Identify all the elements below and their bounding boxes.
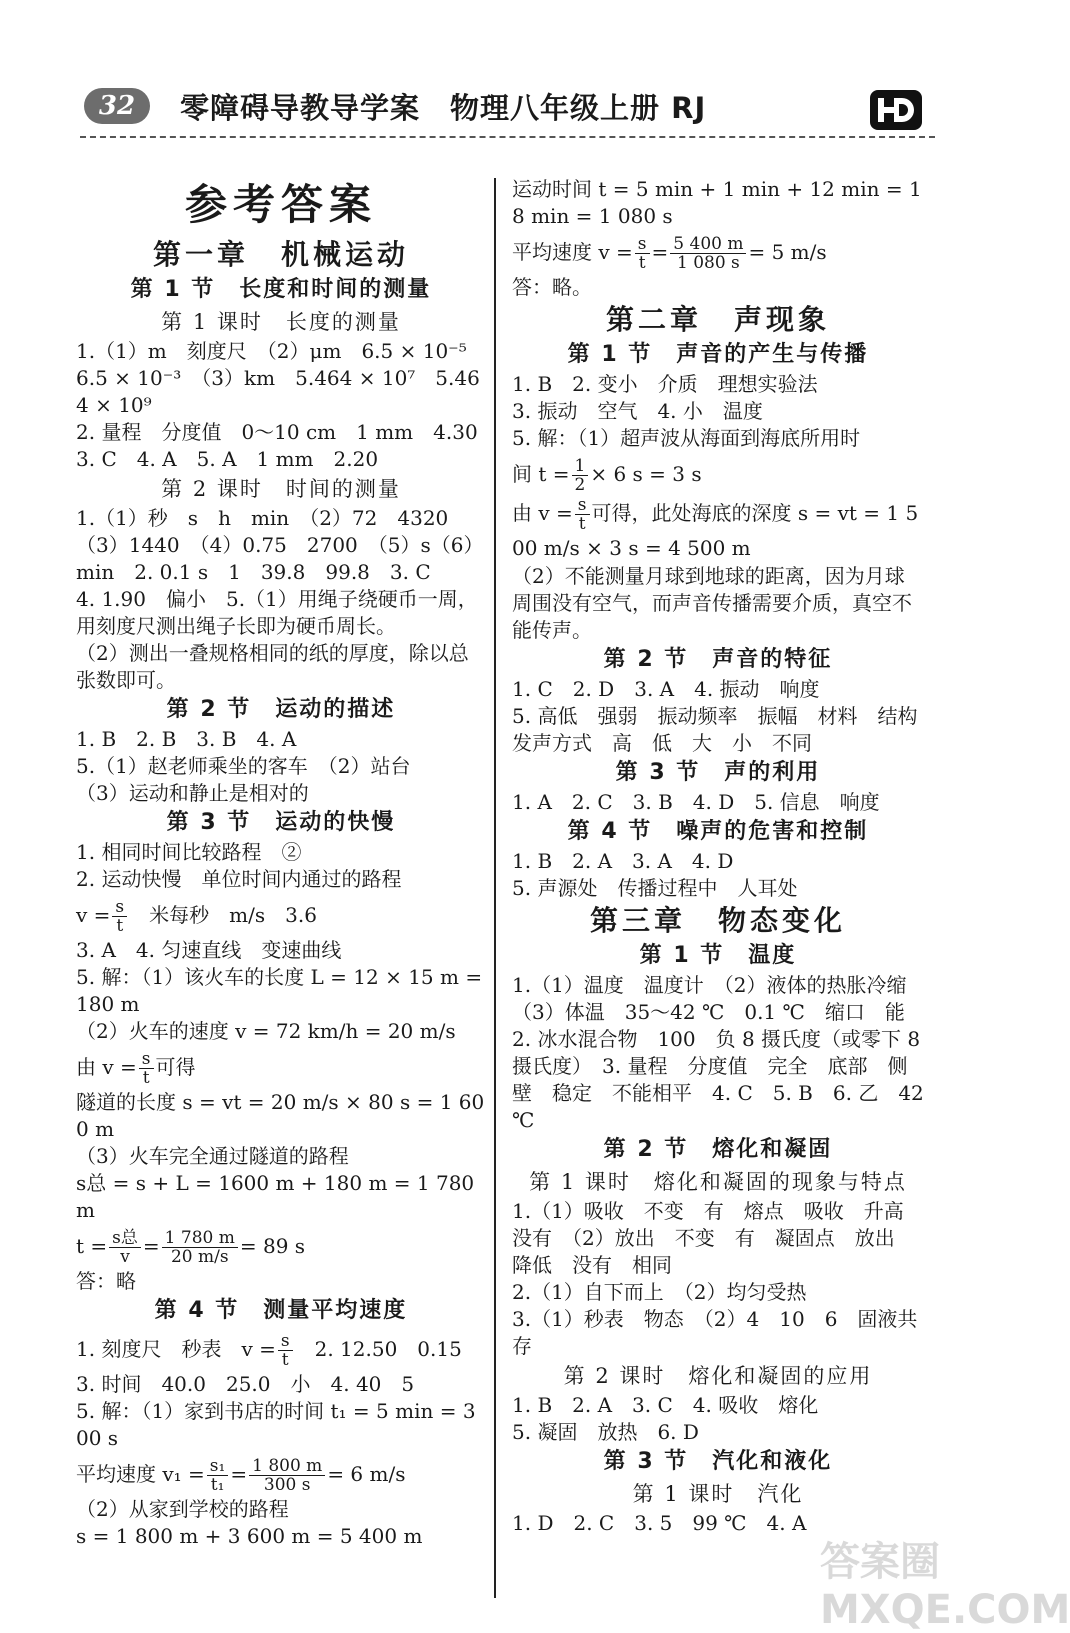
answer-line: 1. B 2. 变小 介质 理想实验法 — [512, 372, 818, 396]
formula-line: 平均速度 v₁ = $\frac{\text{s₁}}{\text{t₁}}$ = $\frac{1 800 m}{300 s}$ = 6 m/s — [76, 1456, 406, 1495]
answer-line: 5. 凝固 放热 6. D — [512, 1420, 699, 1444]
formula-line: 由 v = $\frac{s}{t}$ 可得 — [76, 1049, 196, 1088]
section-heading: 第 4 节 测量平均速度 — [154, 1298, 408, 1323]
answer-line: 2. 运动快慢 单位时间内通过的路程 — [76, 867, 402, 891]
fraction: $\frac{5 400 m}{1 080 s}$ — [670, 235, 746, 272]
answer-line: 1. A 2. C 3. B 4. D 5. 信息 响度 — [512, 790, 880, 814]
section-heading: 第 2 节 熔化和凝固 — [603, 1137, 833, 1162]
section-heading: 第 3 节 汽化和液化 — [603, 1449, 833, 1474]
answer-line: 1. 相同时间比较路程 ② — [76, 840, 302, 864]
answer-line: 3.（1）秒表 物态 （2）4 10 6 固液共存 — [512, 1307, 918, 1358]
answer-line: s = 1 800 m + 3 600 m = 5 400 m — [76, 1524, 423, 1548]
fraction: $\frac{s}{t}$ — [278, 1332, 293, 1369]
fraction: $\frac{1}{2}$ — [572, 457, 589, 494]
answer-line: （2）不能测量月球到地球的距离，因为月球周围没有空气，而声音传播需要介质，真空不能传声。 — [512, 564, 912, 642]
fraction: $\frac{s}{t}$ — [139, 1050, 154, 1087]
answer-line: 2.（1）自下而上 （2）均匀受热 — [512, 1280, 807, 1304]
answer-line: 运动时间 t = 5 min + 1 min + 12 min = 18 min = 1 080 s — [512, 177, 922, 228]
subject-title: 物理八年级上册 RJ — [450, 91, 707, 125]
column-divider — [494, 178, 496, 1598]
answer-line: 答：略 — [76, 1269, 136, 1293]
answer-line: 3. C 4. A 5. A 1 mm 2.20 — [76, 447, 379, 471]
fraction: $\frac{\text{s₁}}{\text{t₁}}$ — [207, 1457, 229, 1494]
answer-line: 5. 声源处 传播过程中 人耳处 — [512, 876, 798, 900]
fraction: $\frac{s}{t}$ — [575, 496, 590, 533]
answer-line: 2. 量程 分度值 0～10 cm 1 mm 4.30 — [76, 420, 478, 444]
book-title — [180, 86, 706, 127]
answer-line: 3. 振动 空气 4. 小 温度 — [512, 399, 763, 423]
page-header — [0, 0, 996, 150]
answer-line: （3）运动和静止是相对的 — [76, 781, 309, 805]
section-heading: 第 2 节 运动的描述 — [166, 697, 396, 722]
fraction: $\frac{\text{s总}}{v}$ — [109, 1229, 141, 1266]
answer-line: s总 = s + L = 1600 m + 180 m = 1 780 m — [76, 1171, 481, 1222]
fraction: $\frac{1 780 m}{20 m/s}$ — [162, 1229, 238, 1266]
formula-line: t = $\frac{\text{s总}}{v}$ = $\frac{1 780 m}{20 m/s}$ = 89 s — [76, 1228, 306, 1267]
answer-line: 1.（1）吸收 不变 有 熔点 吸收 升高 没有 （2）放出 不变 有 凝固点 放出 降低 没有 相同 — [512, 1199, 924, 1277]
answer-line: 4. 1.90 偏小 5.（1）用绳子绕硬币一周，用刻度尺测出绳子长即为硬币周长。 — [76, 587, 478, 638]
answer-line: （3）火车完全通过隧道的路程 — [76, 1144, 349, 1168]
answer-line: 1. B 2. B 3. B 4. A — [76, 727, 297, 751]
answer-line: 5.（1）赵老师乘坐的客车 （2）站台 — [76, 754, 411, 778]
answer-line: （2）火车的速度 v = 72 km/h = 20 m/s — [76, 1019, 456, 1043]
answer-line: 1.（1）m 刻度尺 （2）μm 6.5 × 10⁻⁵ 6.5 × 10⁻³ （3）km 5.464 × 10⁷ 5.464 × 10⁹ — [76, 339, 487, 417]
answer-line: 5. 解：（1）家到书店的时间 t₁ = 5 min = 300 s — [76, 1399, 476, 1450]
publisher-logo-icon — [868, 88, 924, 132]
answer-line: 1. B 2. A 3. A 4. D — [512, 849, 734, 873]
page-number: 32 — [84, 88, 150, 124]
formula-line: 由 v = $\frac{s}{t}$ 可得，此处海底的深度 s = vt = 1 500 m/s × 3 s = 4 500 m — [512, 495, 919, 560]
lesson-heading: 第 1 课时 汽化 — [632, 1482, 804, 1506]
answer-line: 1. B 2. A 3. C 4. 吸收 熔化 — [512, 1393, 819, 1417]
section-heading: 第 1 节 声音的产生与传播 — [567, 342, 869, 367]
answer-line: 5. 解：（1）超声波从海面到海底所用时 — [512, 426, 861, 450]
answer-line: 3. 时间 40.0 25.0 小 4. 40 5 — [76, 1372, 415, 1396]
chapter-heading: 第一章 机械运动 — [152, 238, 409, 271]
lesson-heading: 第 2 课时 时间的测量 — [161, 477, 401, 501]
section-heading: 第 4 节 噪声的危害和控制 — [567, 819, 869, 844]
formula-line: 间 t = $\frac{1}{2}$ × 6 s = 3 s — [512, 456, 702, 495]
lesson-heading: 第 1 课时 熔化和凝固的现象与特点 — [529, 1170, 907, 1194]
section-heading: 第 3 节 声的利用 — [615, 760, 821, 785]
page-title: 参考答案 — [184, 180, 377, 229]
answer-line: （2）测出一叠规格相同的纸的厚度，除以总张数即可。 — [76, 641, 469, 692]
section-heading: 第 1 节 长度和时间的测量 — [130, 277, 432, 302]
answer-line: 答：略。 — [512, 275, 592, 299]
lesson-heading: 第 1 课时 长度的测量 — [161, 310, 401, 334]
answer-line: （2）从家到学校的路程 — [76, 1497, 289, 1521]
answer-line: 1. C 2. D 3. A 4. 振动 响度 — [512, 677, 820, 701]
series-title: 零障碍导教导学案 — [180, 91, 421, 125]
section-heading: 第 1 节 温度 — [639, 943, 797, 968]
formula-line: v = $\frac{s}{t}$ 米每秒 m/s 3.6 — [76, 897, 317, 936]
chapter-heading: 第三章 物态变化 — [589, 904, 846, 937]
answer-line: 3. A 4. 匀速直线 变速曲线 — [76, 938, 342, 962]
watermark: 答案圈 MXQE.COM — [820, 1539, 1070, 1633]
formula-line: 1. 刻度尺 秒表 v = $\frac{s}{t}$ 2. 12.50 0.15 — [76, 1331, 462, 1370]
answer-line: 1. D 2. C 3. 5 99 ℃ 4. A — [512, 1511, 807, 1535]
section-heading: 第 2 节 声音的特征 — [603, 647, 833, 672]
answer-line: 1.（1）温度 温度计 （2）液体的热胀冷缩 （3）体温 35～42 ℃ 0.1 ℃ 缩口 能 2. 冰水混合物 100 负 8 摄氏度（或零下 8 摄氏度） 3. 量程 分度值 完全 底部 侧壁 稳定 不能相平 4. C 5. B 6. 乙 42 ℃ — [512, 973, 931, 1132]
answer-line: 隧道的长度 s = vt = 20 m/s × 80 s = 1 600 m — [76, 1090, 485, 1141]
formula-line: 平均速度 v = $\frac{s}{t}$ = $\frac{5 400 m}{1 080 s}$ = 5 m/s — [512, 234, 827, 273]
lesson-heading: 第 2 课时 熔化和凝固的应用 — [563, 1364, 873, 1388]
answer-line: 1.（1）秒 s h min （2）72 4320（3）1440 （4）0.75 2700 （5）s（6）min 2. 0.1 s 1 39.8 99.8 3. C — [76, 506, 484, 584]
fraction: $\frac{1 800 m}{300 s}$ — [249, 1457, 325, 1494]
left-column — [76, 176, 489, 1550]
chapter-heading: 第二章 声现象 — [605, 303, 830, 336]
section-heading: 第 3 节 运动的快慢 — [166, 810, 396, 835]
answer-line: 5. 高低 强弱 振动频率 振幅 材料 结构 发声方式 高 低 大 小 不同 — [512, 704, 938, 755]
answer-line: 5. 解：（1）该火车的长度 L = 12 × 15 m = 180 m — [76, 965, 489, 1016]
fraction: $\frac{s}{t}$ — [635, 235, 650, 272]
fraction: $\frac{s}{t}$ — [112, 898, 127, 935]
header-rule — [80, 136, 935, 138]
right-column — [512, 176, 938, 1537]
